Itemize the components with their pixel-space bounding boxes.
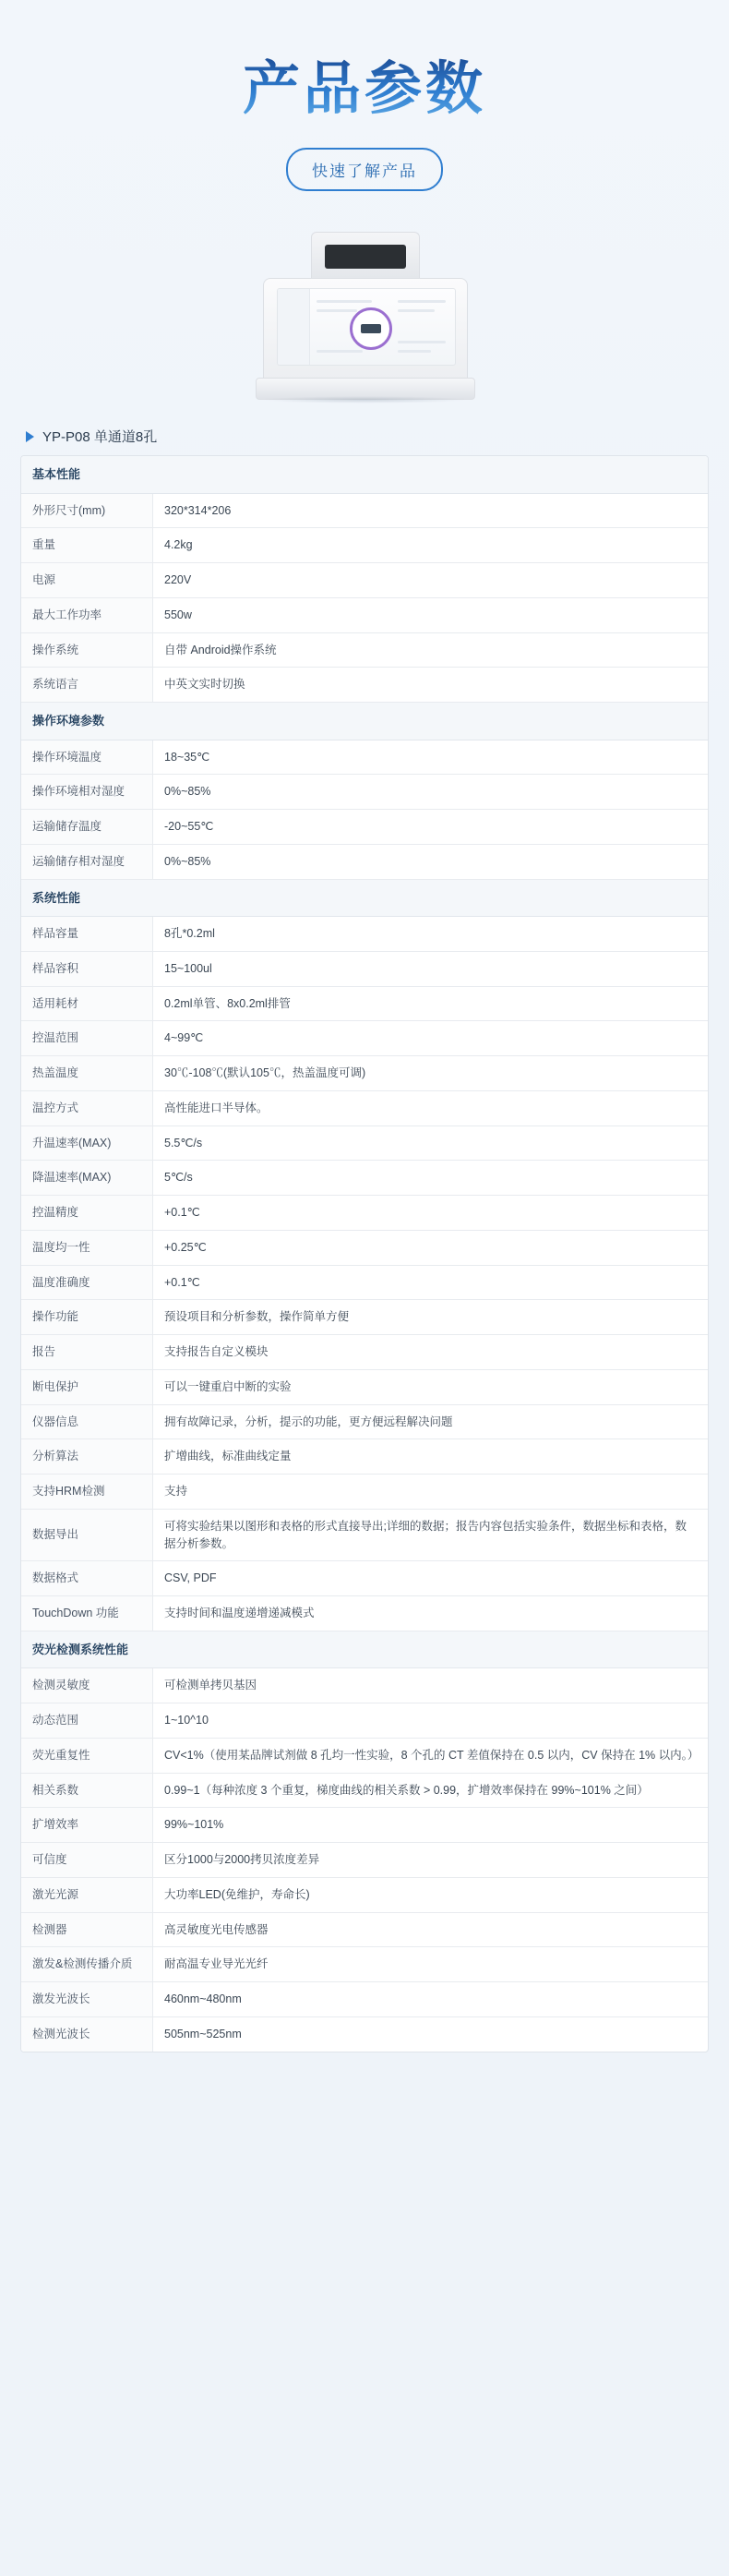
table-row bbox=[21, 632, 708, 668]
table-row bbox=[21, 1056, 708, 1091]
row-key: 支持HRM检测 bbox=[21, 1475, 153, 1510]
row-key: 控温精度 bbox=[21, 1196, 153, 1231]
row-value: 220V bbox=[153, 563, 709, 598]
table-row bbox=[21, 1230, 708, 1265]
device-illustration bbox=[254, 232, 475, 403]
row-value: CV<1%（使用某品牌试剂做 8 孔均一性实验，8 个孔的 CT 差值保持在 0.5 以内，CV 保持在 1% 以内。） bbox=[153, 1738, 709, 1773]
row-key: 温控方式 bbox=[21, 1090, 153, 1125]
row-value: 5.5℃/s bbox=[153, 1125, 709, 1161]
row-key: 最大工作功率 bbox=[21, 597, 153, 632]
spec-table-body bbox=[21, 456, 708, 2052]
spec-table bbox=[21, 456, 708, 2052]
model-line bbox=[26, 427, 729, 446]
row-value: CSV, PDF bbox=[153, 1561, 709, 1596]
hero-badge-wrapper bbox=[0, 148, 729, 191]
table-row bbox=[21, 951, 708, 986]
table-row bbox=[21, 844, 708, 879]
table-row bbox=[21, 1090, 708, 1125]
table-row bbox=[21, 668, 708, 703]
table-row bbox=[21, 1300, 708, 1335]
row-key: 操作环境温度 bbox=[21, 740, 153, 775]
table-row bbox=[21, 1439, 708, 1475]
row-key: 样品容量 bbox=[21, 917, 153, 952]
table-row bbox=[21, 1021, 708, 1056]
model-label: YP-P08 单通道8孔 bbox=[42, 429, 158, 446]
screen-line bbox=[398, 300, 446, 303]
row-value: 支持 bbox=[153, 1475, 709, 1510]
section-title: 基本性能 bbox=[21, 456, 708, 493]
row-key: 降温速率(MAX) bbox=[21, 1161, 153, 1196]
table-row bbox=[21, 563, 708, 598]
row-key: 外形尺寸(mm) bbox=[21, 493, 153, 528]
row-key: 重量 bbox=[21, 528, 153, 563]
row-key: 激光光源 bbox=[21, 1877, 153, 1912]
row-key: 扩增效率 bbox=[21, 1808, 153, 1843]
row-key: 运输储存温度 bbox=[21, 810, 153, 845]
row-value: 15~100ul bbox=[153, 951, 709, 986]
row-value: 耐高温专业导光光纤 bbox=[153, 1947, 709, 1982]
row-value: 320*314*206 bbox=[153, 493, 709, 528]
screen-line bbox=[317, 300, 372, 303]
row-value: +0.1℃ bbox=[153, 1265, 709, 1300]
table-row bbox=[21, 597, 708, 632]
table-row bbox=[21, 1596, 708, 1631]
row-key: 报告 bbox=[21, 1335, 153, 1370]
table-row bbox=[21, 493, 708, 528]
row-key: 样品容积 bbox=[21, 951, 153, 986]
row-value: 预设项目和分析参数，操作简单方便 bbox=[153, 1300, 709, 1335]
row-value: 0.2ml单管、8x0.2ml排管 bbox=[153, 986, 709, 1021]
table-row bbox=[21, 1335, 708, 1370]
screen-sidebar bbox=[278, 289, 310, 365]
row-value: 0%~85% bbox=[153, 775, 709, 810]
row-value: 高灵敏度光电传感器 bbox=[153, 1912, 709, 1947]
table-row bbox=[21, 740, 708, 775]
row-key: 相关系数 bbox=[21, 1773, 153, 1808]
table-row bbox=[21, 2016, 708, 2051]
row-key: 激发光波长 bbox=[21, 1982, 153, 2017]
screen-line bbox=[398, 341, 446, 343]
table-row bbox=[21, 1475, 708, 1510]
screen-line bbox=[317, 309, 357, 312]
table-row bbox=[21, 1912, 708, 1947]
screen-line bbox=[398, 350, 431, 353]
row-value: 8孔*0.2ml bbox=[153, 917, 709, 952]
table-row bbox=[21, 1404, 708, 1439]
row-key: 可信度 bbox=[21, 1843, 153, 1878]
row-value: 5℃/s bbox=[153, 1161, 709, 1196]
hero-section bbox=[0, 0, 729, 191]
device-shadow bbox=[261, 396, 468, 403]
row-value: 505nm~525nm bbox=[164, 2027, 242, 2040]
row-key: 操作系统 bbox=[21, 632, 153, 668]
product-image bbox=[0, 223, 729, 403]
row-key: 温度准确度 bbox=[21, 1265, 153, 1300]
row-key: 热盖温度 bbox=[21, 1056, 153, 1091]
row-value: 支持报告自定义模块 bbox=[153, 1335, 709, 1370]
row-key: 适用耗材 bbox=[21, 986, 153, 1021]
row-value: 550w bbox=[153, 597, 709, 632]
row-value: 可检测单拷贝基因 bbox=[153, 1668, 709, 1703]
table-row bbox=[21, 1738, 708, 1773]
section-title: 荧光检测系统性能 bbox=[21, 1631, 708, 1668]
row-value: 高性能进口半导体。 bbox=[153, 1090, 709, 1125]
table-row bbox=[21, 1369, 708, 1404]
screen-line bbox=[398, 309, 435, 312]
row-value: -20~55℃ bbox=[153, 810, 709, 845]
table-row bbox=[21, 1947, 708, 1982]
row-value: +0.25℃ bbox=[153, 1230, 709, 1265]
row-value: 30℃-108℃(默认105℃，热盖温度可调) bbox=[153, 1056, 709, 1091]
row-value: 0%~85% bbox=[153, 844, 709, 879]
table-section-header bbox=[21, 1631, 708, 1668]
row-key: 断电保护 bbox=[21, 1369, 153, 1404]
table-row bbox=[21, 1668, 708, 1703]
table-row bbox=[21, 986, 708, 1021]
row-value: 区分1000与2000拷贝浓度差异 bbox=[153, 1843, 709, 1878]
row-value: 中英文实时切换 bbox=[153, 668, 709, 703]
row-key: 升温速率(MAX) bbox=[21, 1125, 153, 1161]
row-key: 分析算法 bbox=[21, 1439, 153, 1475]
triangle-bullet-icon bbox=[26, 431, 34, 442]
table-row bbox=[21, 1877, 708, 1912]
row-key: 运输储存相对湿度 bbox=[21, 844, 153, 879]
device-touchscreen bbox=[277, 288, 456, 366]
table-row bbox=[21, 1265, 708, 1300]
table-row bbox=[21, 1982, 708, 2017]
device-lid-screen bbox=[325, 245, 406, 269]
page-title: 产品参数 bbox=[0, 57, 729, 120]
row-key: 荧光重复性 bbox=[21, 1738, 153, 1773]
row-value: 4.2kg bbox=[153, 528, 709, 563]
row-value: 扩增曲线，标准曲线定量 bbox=[153, 1439, 709, 1475]
device-body bbox=[263, 278, 468, 381]
table-row bbox=[21, 1509, 708, 1561]
table-row bbox=[21, 1125, 708, 1161]
section-title: 操作环境参数 bbox=[21, 703, 708, 740]
table-section-header bbox=[21, 703, 708, 740]
row-key: 系统语言 bbox=[21, 668, 153, 703]
row-key: 电源 bbox=[21, 563, 153, 598]
table-row bbox=[21, 1773, 708, 1808]
row-key: 温度均一性 bbox=[21, 1230, 153, 1265]
table-row bbox=[21, 1703, 708, 1739]
row-key: 操作环境相对湿度 bbox=[21, 775, 153, 810]
row-value: 可以一键重启中断的实验 bbox=[153, 1369, 709, 1404]
table-row bbox=[21, 917, 708, 952]
row-key: 操作功能 bbox=[21, 1300, 153, 1335]
row-value: 460nm~480nm bbox=[153, 1982, 709, 2017]
table-row bbox=[21, 775, 708, 810]
table-section-header bbox=[21, 879, 708, 917]
row-value: 0.99~1（每种浓度 3 个重复，梯度曲线的相关系数 > 0.99，扩增效率保持在 99%~101% 之间） bbox=[153, 1773, 709, 1808]
row-key: 数据导出 bbox=[21, 1509, 153, 1561]
row-key: 数据格式 bbox=[21, 1561, 153, 1596]
row-key: 检测器 bbox=[21, 1912, 153, 1947]
table-row bbox=[21, 1196, 708, 1231]
row-key: 动态范围 bbox=[21, 1703, 153, 1739]
row-key: TouchDown 功能 bbox=[21, 1596, 153, 1631]
table-row bbox=[21, 528, 708, 563]
row-key: 控温范围 bbox=[21, 1021, 153, 1056]
section-title: 系统性能 bbox=[21, 879, 708, 917]
row-value: 拥有故障记录，分析，提示的功能，更方便远程解决问题 bbox=[153, 1404, 709, 1439]
row-value: 4~99℃ bbox=[153, 1021, 709, 1056]
screen-ring-center bbox=[361, 324, 381, 333]
row-value: 支持时间和温度递增递减模式 bbox=[153, 1596, 709, 1631]
screen-progress-ring bbox=[350, 307, 392, 350]
table-row bbox=[21, 1843, 708, 1878]
table-row bbox=[21, 1161, 708, 1196]
table-section-header bbox=[21, 456, 708, 493]
table-row bbox=[21, 1561, 708, 1596]
device-lid bbox=[311, 232, 420, 281]
row-value: 自带 Android操作系统 bbox=[153, 632, 709, 668]
table-row bbox=[21, 810, 708, 845]
row-value: 99%~101% bbox=[153, 1808, 709, 1843]
row-value: 1~10^10 bbox=[153, 1703, 709, 1739]
row-key: 激发&检测传播介质 bbox=[21, 1947, 153, 1982]
hero-badge: 快速了解产品 bbox=[286, 148, 443, 191]
row-key: 检测光波长 bbox=[21, 2016, 153, 2051]
table-row bbox=[21, 1808, 708, 1843]
row-key: 检测灵敏度 bbox=[21, 1668, 153, 1703]
screen-line bbox=[317, 350, 363, 353]
row-value: +0.1℃ bbox=[153, 1196, 709, 1231]
row-key: 仪器信息 bbox=[21, 1404, 153, 1439]
row-value: 大功率LED(免维护，寿命长) bbox=[153, 1877, 709, 1912]
row-value: 18~35℃ bbox=[153, 740, 709, 775]
row-value: 可将实验结果以图形和表格的形式直接导出;详细的数据；报告内容包括实验条件，数据坐标和表格，数据分析参数。 bbox=[153, 1509, 709, 1561]
spec-table-card bbox=[20, 455, 709, 2052]
